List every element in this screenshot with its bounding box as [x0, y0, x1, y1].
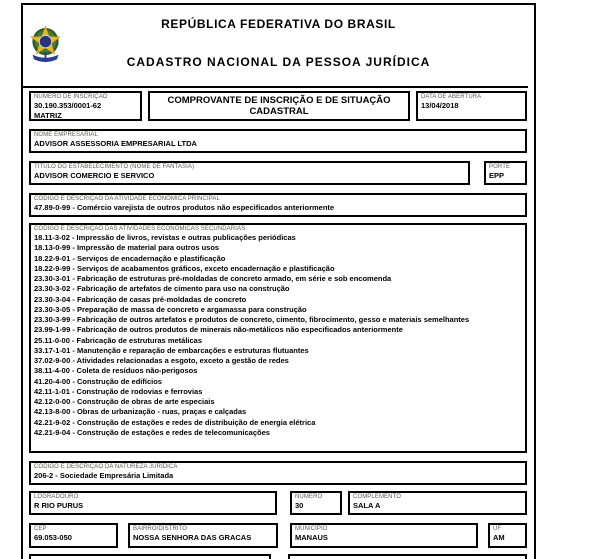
certificate-title-line1: COMPROVANTE DE INSCRIÇÃO E DE SITUAÇÃO: [167, 94, 391, 106]
trade-name-value: ADVISOR COMERCIO E SERVICO: [34, 171, 155, 180]
state-box: [488, 523, 527, 548]
secondary-activity-item: 18.11-3-02 - Impressão de livros, revistas e outras publicações periódicas: [34, 233, 296, 242]
legal-nature-value: 206-2 - Sociedade Empresária Limitada: [34, 471, 174, 480]
certificate-title-box: [148, 91, 410, 121]
secondary-activity-item: 23.30-3-05 - Preparação de massa de concreto e argamassa para construção: [34, 304, 307, 314]
complement-label: COMPLEMENTO: [353, 494, 401, 500]
complement-box: [348, 491, 527, 515]
state-label: UF: [493, 526, 502, 532]
secondary-activity-item: 42.11-1-01 - Construção de rodovias e ferrovias: [34, 386, 203, 396]
cep-box: [29, 523, 118, 548]
secondary-activities-label: CÓDIGO E DESCRIÇÃO DAS ATIVIDADES ECONÔMICAS SECUNDÁRIAS: [34, 226, 246, 232]
republic-title: REPÚBLICA FEDERATIVA DO BRASIL: [161, 17, 396, 31]
secondary-activity-item: 41.20-4-00 - Construção de edifícios: [34, 376, 162, 386]
city-box: [290, 523, 478, 548]
legal-nature-label: CÓDIGO E DESCRIÇÃO DA NATUREZA JURÍDICA: [34, 464, 178, 470]
city-value: MANAUS: [295, 533, 328, 542]
inscription-number-value: 30.190.353/0001-62: [34, 101, 102, 110]
secondary-activity-item: 23.30-3-01 - Fabricação de estruturas pré-moldadas de concreto armado, em série e sob encomenda: [34, 274, 392, 283]
certificate-title-line2: CADASTRAL: [249, 106, 309, 117]
partial-box-right: [288, 554, 527, 559]
secondary-activity-item: 42.13-8-00 - Obras de urbanização - ruas, praças e calçadas: [34, 407, 247, 417]
inscription-unit-type: MATRIZ: [34, 110, 62, 120]
cep-value: 69.053-050: [34, 533, 72, 542]
header-divider: [23, 86, 528, 88]
company-name-value: ADVISOR ASSESSORIA EMPRESARIAL LTDA: [34, 139, 197, 148]
inscription-number-label: NÚMERO DE INSCRIÇÃO: [34, 94, 108, 100]
company-name-label: NOME EMPRESARIAL: [34, 132, 98, 138]
main-activity-value: 47.89-0-99 - Comércio varejista de outros produtos não especificados anteriormente: [34, 203, 335, 212]
district-value: NOSSA SENHORA DAS GRACAS: [133, 533, 252, 542]
partial-box-left: [29, 554, 271, 559]
inscription-number-box: [29, 91, 142, 121]
company-name-box: [29, 129, 527, 153]
secondary-activity-item: 23.30-3-04 - Fabricação de casas pré-moldadas de concreto: [34, 294, 247, 304]
address-number-value: 30: [295, 501, 304, 510]
secondary-activities-box: [29, 223, 527, 453]
cep-label: CEP: [34, 526, 47, 532]
legal-nature-box: [29, 461, 527, 485]
district-box: [128, 523, 278, 548]
secondary-activity-item: 25.11-0-00 - Fabricação de estruturas metálicas: [34, 335, 203, 345]
secondary-activities-list: [34, 233, 522, 438]
secondary-activity-item: 18.22-9-99 - Serviços de acabamentos gráficos, exceto encadernação e plastificação: [34, 263, 335, 273]
company-size-value: EPP: [489, 171, 505, 180]
city-label: MUNICÍPIO: [295, 526, 328, 532]
district-label: BAIRRO/DISTRITO: [133, 526, 188, 532]
street-label: LOGRADOURO: [34, 494, 79, 500]
secondary-activity-item: 18.22-9-01 - Serviços de encadernação e plastificação: [34, 253, 226, 263]
cnpj-title: CADASTRO NACIONAL DA PESSOA JURÍDICA: [126, 55, 431, 69]
main-activity-box: [29, 193, 527, 217]
main-activity-label: CÓDIGO E DESCRIÇÃO DA ATIVIDADE ECONÔMICA PRINCIPAL: [34, 196, 220, 202]
opening-date-label: DATA DE ABERTURA: [421, 94, 482, 100]
secondary-activity-item: 38.11-4-00 - Coleta de resíduos não-perigosos: [34, 366, 198, 376]
secondary-activity-item: 33.17-1-01 - Manutenção e reparação de embarcações e estruturas flutuantes: [34, 345, 309, 355]
secondary-activity-item: 42.21-9-02 - Construção de estações e redes de distribuição de energia elétrica: [34, 417, 316, 427]
secondary-activity-item: 42.21-9-04 - Construção de estações e redes de telecomunicações: [34, 427, 270, 437]
secondary-activity-item: 42.12-0-00 - Construção de obras de arte especiais: [34, 397, 215, 406]
company-size-box: [484, 161, 527, 185]
street-box: [29, 491, 277, 515]
secondary-activity-item: 23.30-3-02 - Fabricação de artefatos de cimento para uso na construção: [34, 284, 290, 294]
trade-name-label: TÍTULO DO ESTABELECIMENTO (NOME DE FANTASIA): [34, 164, 195, 170]
secondary-activity-item: 23.99-1-99 - Fabricação de outros produtos de minerais não-metálicos não especificados anteriormente: [34, 325, 403, 335]
opening-date-box: [416, 91, 527, 121]
secondary-activity-item: 23.30-3-99 - Fabricação de outros artefatos e produtos de concreto, cimento, fibrocimento, gesso e materiais semelhantes: [34, 315, 470, 324]
street-value: R RIO PURUS: [34, 501, 84, 510]
address-number-label: NÚMERO: [295, 494, 323, 500]
opening-date-value: 13/04/2018: [421, 101, 459, 110]
secondary-activity-item: 18.13-0-99 - Impressão de material para outros usos: [34, 243, 220, 253]
address-number-box: [290, 491, 342, 515]
complement-value: SALA A: [353, 501, 381, 510]
company-size-label: PORTE: [489, 164, 511, 170]
state-value: AM: [493, 533, 505, 542]
secondary-activity-item: 37.02-9-00 - Atividades relacionadas a esgoto, exceto a gestão de redes: [34, 356, 289, 365]
trade-name-box: [29, 161, 470, 185]
